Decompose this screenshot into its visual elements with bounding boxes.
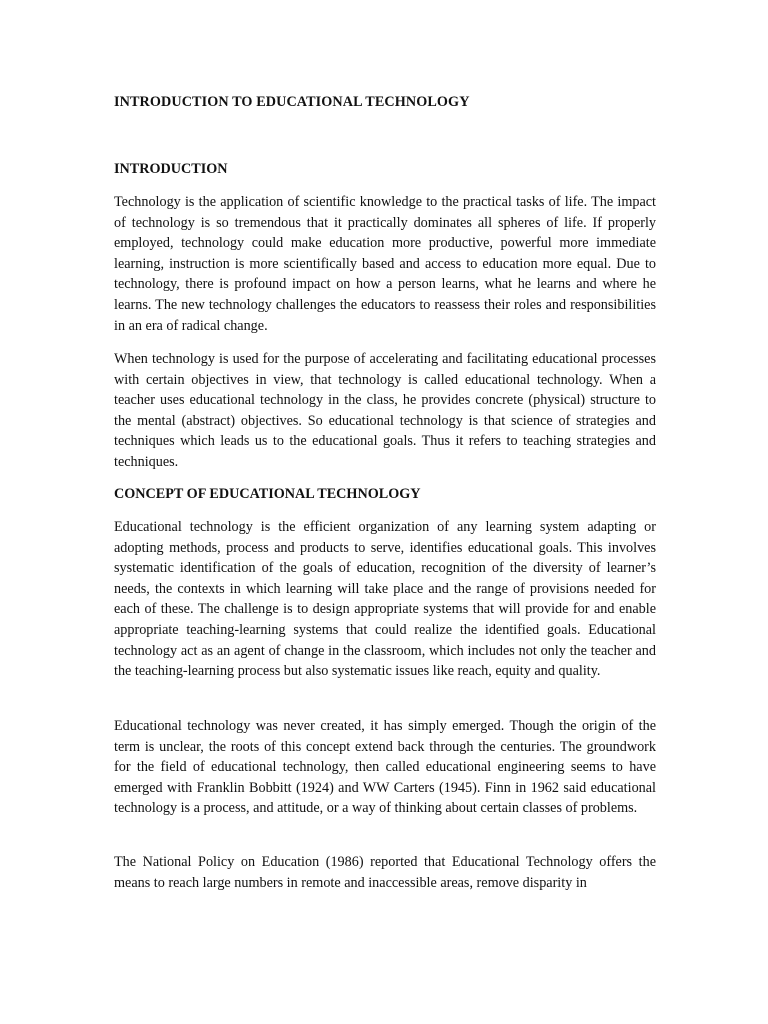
- section-heading-introduction: INTRODUCTION: [114, 161, 228, 177]
- paragraph-concept-3: The National Policy on Education (1986) reported that Educational Technology offers the means to reach large numbers in remote and inaccessible areas, remove disparity in: [114, 854, 656, 891]
- paragraph-concept-1: Educational technology is the efficient organization of any learning system adapting or adopting methods, process and products to serve, identifies educational goals. This involves systematic identification of the goals of education, recognition of the diversity of learner’s needs, the contexts in which learning will take place and the range of provisions needed for each of these. The challenge is to design appropriate systems that will provide for and enable appropriate teaching-learning systems that could realize the identified goals. Educational technology act as an agent of change in the classroom, which includes not only the teacher and the teaching-learning process but also systematic issues like reach, equity and quality.: [114, 519, 656, 680]
- paragraph-introduction-2: When technology is used for the purpose of accelerating and facilitating educational processes with certain objectives in view, that technology is called educational technology. When a teacher uses educational technology in the class, he provides concrete (physical) structure to the mental (abstract) objectives. So educational technology is that science of strategies and techniques which leads us to the educational goals. Thus it refers to teaching strategies and techniques.: [114, 351, 656, 470]
- document-page: [114, 0, 656, 1024]
- paragraph-concept-2: Educational technology was never created, it has simply emerged. Though the origin of the term is unclear, the roots of this concept extend back through the centuries. The groundwork for the field of educational technology, then called educational engineering seems to have emerged with Franklin Bobbitt (1924) and WW Carters (1945). Finn in 1962 said educational technology is a process, and attitude, or a way of thinking about certain classes of problems.: [114, 718, 656, 817]
- document-title: INTRODUCTION TO EDUCATIONAL TECHNOLOGY: [114, 94, 470, 110]
- paragraph-introduction-1: Technology is the application of scientific knowledge to the practical tasks of life. The impact of technology is so tremendous that it practically dominates all spheres of life. If properly employed, technology could make education more productive, powerful more immediate learning, instruction is more scientifically based and access to education more equal. Due to technology, there is profound impact on how a person learns, what he learns and where he learns. The new technology challenges the educators to reassess their roles and responsibilities in an era of radical change.: [114, 194, 656, 334]
- section-heading-concept: CONCEPT OF EDUCATIONAL TECHNOLOGY: [114, 486, 421, 502]
